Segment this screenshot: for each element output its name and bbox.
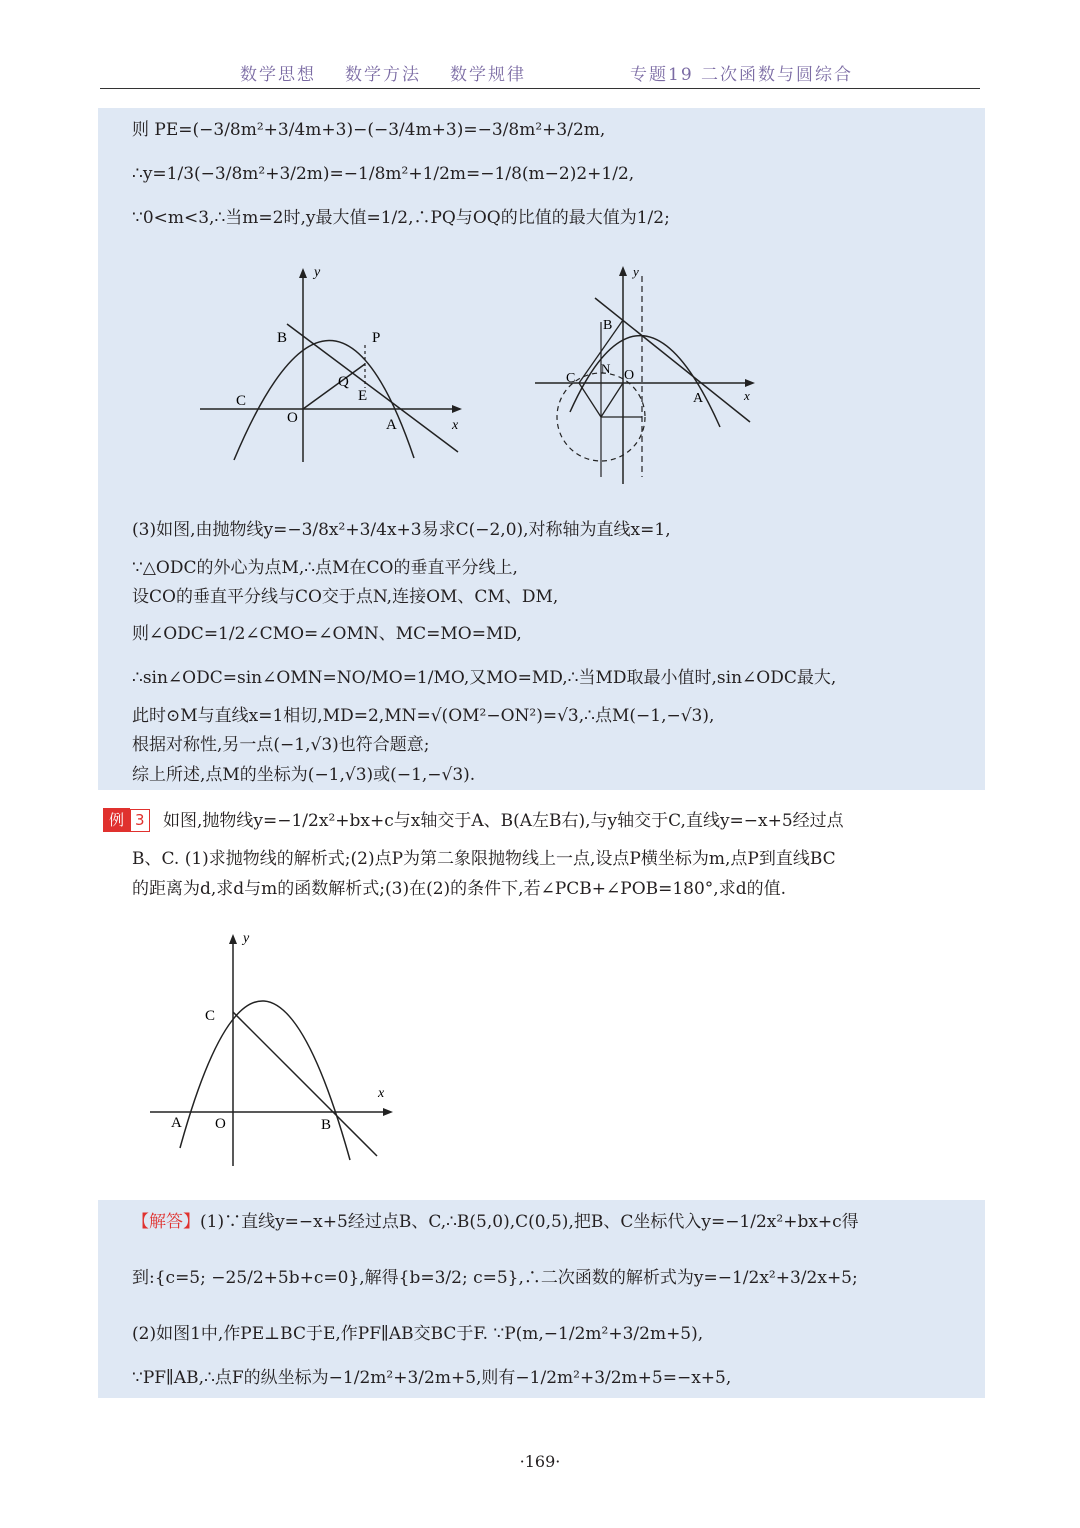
solution-line-max: ∵0<m<3,∴当m=2时,y最大值=1/2,∴PQ与OQ的比值的最大值为1/2; [132, 208, 670, 228]
part3-line-4: 则∠ODC=1/2∠CMO=∠OMN、MC=MO=MD, [132, 624, 522, 644]
fig1-label-c: C [236, 393, 247, 409]
fig2-y-arrow [619, 266, 627, 276]
fig3-x-arrow [383, 1108, 393, 1116]
fig1-label-a: A [386, 417, 397, 433]
fig2-line-ba [595, 298, 750, 422]
fig2-label-b: B [603, 318, 613, 333]
fig1-label-p: P [372, 330, 381, 346]
page-header [100, 58, 980, 89]
fig2-label-a: A [693, 391, 704, 406]
part3-line-3: 设CO的垂直平分线与CO交于点N,连接OM、CM、DM, [132, 587, 559, 607]
fig3-line-bc [233, 1012, 377, 1156]
answer-tag: 【解答】 [132, 1212, 200, 1232]
fig2-x-arrow [745, 379, 755, 387]
answer-line-4: ∵PF∥AB,∴点F的纵坐标为−1/2m²+3/2m+5,则有−1/2m²+3/2m+5=−x+5, [132, 1368, 732, 1388]
part3-line-1: (3)如图,由抛物线y=−3/8x²+3/4x+3易求C(−2,0),对称轴为直线x=1, [132, 520, 671, 540]
fig2-label-o: O [624, 368, 635, 383]
fig3-label-c: C [205, 1008, 216, 1024]
fig3-label-x: x [378, 1086, 385, 1101]
header-math-method: 数学方法 [345, 65, 421, 85]
fig2-label-x: x [744, 388, 750, 403]
part3-line-5: ∴sin∠ODC=sin∠OMN=NO/MO=1/MO,又MO=MD,∴当MD取最小值时,sin∠ODC最大, [132, 668, 837, 688]
fig3-parabola [180, 1001, 350, 1160]
header-math-thought: 数学思想 [240, 65, 316, 85]
header-math-rule: 数学规律 [450, 65, 526, 85]
fig1-label-o: O [287, 410, 298, 426]
fig1-label-b: B [277, 330, 288, 346]
fig1-label-y: y [314, 265, 321, 280]
fig1-parabola [234, 340, 414, 460]
fig2-label-n: N [601, 361, 611, 376]
example-badge [103, 808, 150, 832]
fig3-label-a: A [171, 1115, 182, 1131]
example3-line-3: 的距离为d,求d与m的函数解析式;(3)在(2)的条件下,若∠PCB+∠POB=180°,求d的值. [132, 879, 787, 899]
figure-2-circle [530, 262, 760, 488]
answer-line-3: (2)如图1中,作PE⊥BC于E,作PF∥AB交BC于F. ∵P(m,−1/2m²+3/2m+5), [132, 1324, 704, 1344]
figure-3-parabola [145, 928, 405, 1170]
fig1-line-oq [303, 364, 368, 409]
fig1-label-x: x [452, 418, 459, 433]
example3-line-2: B、C. (1)求抛物线的解析式;(2)点P为第二象限抛物线上一点,设点P横坐标为m,点P到直线BC [132, 849, 836, 869]
answer-line-1-text: (1)∵直线y=−x+5经过点B、C,∴B(5,0),C(0,5),把B、C坐标代入y=−1/2x²+bx+c得 [200, 1212, 859, 1232]
fig1-x-arrow [452, 405, 462, 413]
solution-line-pe: 则 PE=(−3/8m²+3/4m+3)−(−3/4m+3)=−3/8m²+3/2m, [132, 120, 606, 140]
fig1-label-q: Q [338, 374, 349, 390]
solution-line-y: ∴y=1/3(−3/8m²+3/2m)=−1/8m²+1/2m=−1/8(m−2)2+1/2, [132, 164, 635, 184]
part3-line-8: 综上所述,点M的坐标为(−1,√3)或(−1,−√3). [132, 765, 476, 785]
part3-line-7: 根据对称性,另一点(−1,√3)也符合题意; [132, 735, 430, 755]
example-badge-label: 例 [103, 808, 130, 832]
page-number: ·169· [519, 1452, 561, 1471]
fig3-label-y: y [243, 931, 250, 946]
fig2-label-y: y [633, 264, 639, 279]
fig1-y-arrow [299, 268, 307, 278]
answer-line-2: 到:{c=5; −25/2+5b+c=0},解得{b=3/2; c=5},∴二次函数的解析式为y=−1/2x²+3/2x+5; [132, 1268, 858, 1288]
fig3-label-o: O [215, 1116, 226, 1132]
header-topic: 专题19 二次函数与圆综合 [630, 65, 854, 85]
answer-line-1 [132, 1210, 859, 1234]
fig2-label-c: C [566, 371, 576, 386]
figure-1-parabola [190, 262, 480, 468]
part3-line-6: 此时⊙M与直线x=1相切,MD=2,MN=√(OM²−ON²)=√3,∴点M(−1,−√3), [132, 706, 715, 726]
example-badge-number: 3 [130, 809, 150, 832]
fig1-label-e: E [358, 388, 368, 404]
example3-line-1: 如图,抛物线y=−1/2x²+bx+c与x轴交于A、B(A左B右),与y轴交于C,直线y=−x+5经过点 [163, 811, 844, 831]
fig3-label-b: B [321, 1117, 332, 1133]
part3-line-2: ∵△ODC的外心为点M,∴点M在CO的垂直平分线上, [132, 558, 518, 578]
fig3-y-arrow [229, 934, 237, 944]
